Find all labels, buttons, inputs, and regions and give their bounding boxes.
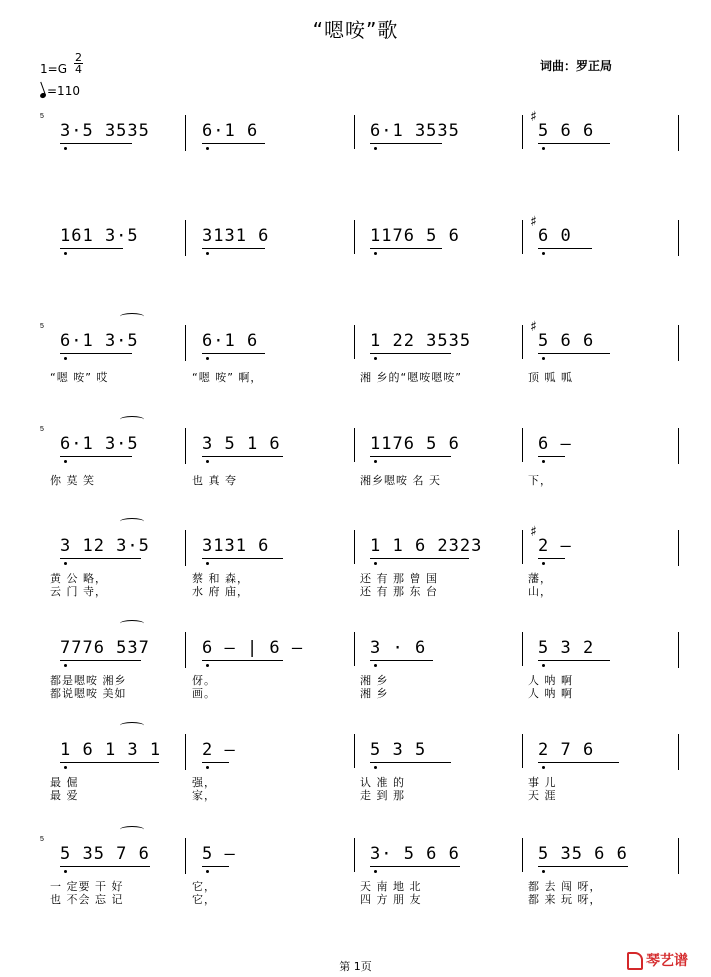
logo-icon [627, 952, 643, 970]
barline [185, 325, 186, 361]
rhythm-beam [538, 143, 610, 144]
rhythm-beam [538, 248, 592, 249]
lyric-verse-1: 认 准 的 [360, 776, 405, 789]
octave-dot [206, 766, 209, 769]
barline [678, 220, 679, 256]
barline [354, 734, 355, 768]
lyric-verse-1: 还 有 那 曾 国 [360, 572, 438, 585]
rhythm-beam [370, 456, 451, 457]
octave-dot [542, 562, 545, 565]
score-line [0, 524, 711, 600]
barline [522, 838, 523, 872]
lyric-verse-1: 伢。 [192, 674, 216, 687]
rhythm-beam [370, 248, 442, 249]
lyric-verse-1: 强， [192, 776, 216, 789]
barline [354, 325, 355, 359]
rhythm-beam [538, 353, 610, 354]
barline [678, 632, 679, 668]
grace-note: 5 [40, 426, 44, 433]
site-logo [627, 950, 688, 970]
octave-dot [206, 562, 209, 565]
rhythm-beam [202, 558, 283, 559]
barline [354, 220, 355, 254]
rhythm-beam [60, 762, 159, 763]
measure-notes: 7776 537 [60, 638, 150, 658]
tempo-marking [40, 84, 80, 98]
barline [354, 115, 355, 149]
lyric-verse-2: 水 府 庙， [192, 585, 249, 598]
octave-dot [64, 460, 67, 463]
lyric-verse-2: 人 呐 啊 [528, 687, 573, 700]
measure-notes: 5 35 6 6 [538, 844, 628, 864]
sharp-sign: ♯ [530, 214, 537, 230]
barline [185, 220, 186, 256]
measure-notes: 2 7 6 [538, 740, 595, 760]
measure-notes: 5 3 5 [370, 740, 427, 760]
logo-text: 琴艺谱 [646, 953, 688, 969]
octave-dot [64, 357, 67, 360]
slur-mark [120, 722, 144, 729]
slur-mark [120, 518, 144, 525]
octave-dot [206, 664, 209, 667]
barline [678, 325, 679, 361]
octave-dot [64, 147, 67, 150]
rhythm-beam [60, 248, 123, 249]
lyric-verse-1: “嗯 咹” 哎 [50, 371, 109, 384]
barline [185, 838, 186, 874]
lyric-verse-1: 也 真 夸 [192, 474, 237, 487]
measure-notes: 3 12 3·5 [60, 536, 150, 556]
rhythm-beam [538, 660, 610, 661]
slur-mark [120, 416, 144, 423]
measure-notes: 3· 5 6 6 [370, 844, 460, 864]
rhythm-beam [60, 353, 132, 354]
lyric-verse-1: 下， [528, 474, 552, 487]
octave-dot [206, 870, 209, 873]
lyric-verse-2: 也 不会 忘 记 [50, 893, 124, 906]
barline [522, 632, 523, 666]
page-number: 第 1页 [339, 960, 372, 973]
lyric-verse-2: 云 门 寺， [50, 585, 107, 598]
lyric-verse-2: 最 爱 [50, 789, 79, 802]
octave-dot [64, 252, 67, 255]
octave-dot [64, 766, 67, 769]
rhythm-beam [370, 353, 451, 354]
grace-note: 5 [40, 323, 44, 330]
barline [522, 115, 523, 149]
score-line [0, 319, 711, 395]
barline [522, 428, 523, 462]
octave-dot [206, 357, 209, 360]
tempo-value: =110 [47, 84, 80, 98]
lyric-verse-1: 天 南 地 北 [360, 880, 422, 893]
measure-notes: 6 0 [538, 226, 572, 246]
rhythm-beam [60, 456, 132, 457]
lyric-verse-2: 湘 乡 [360, 687, 389, 700]
lyric-verse-1: 你 莫 笑 [50, 474, 95, 487]
rhythm-beam [202, 660, 283, 661]
score-line [0, 632, 711, 702]
measure-notes: 3·5 3535 [60, 121, 150, 141]
lyric-verse-2: 走 到 那 [360, 789, 405, 802]
barline [678, 838, 679, 874]
measure-notes: 1176 5 6 [370, 434, 460, 454]
octave-dot [542, 664, 545, 667]
rhythm-beam [370, 762, 451, 763]
lyric-verse-1: 湘 乡 [360, 674, 389, 687]
rhythm-beam [60, 558, 141, 559]
measure-notes: 6·1 3·5 [60, 331, 139, 351]
measure-notes: 5 6 6 [538, 331, 595, 351]
octave-dot [542, 252, 545, 255]
slur-mark [120, 826, 144, 833]
quarter-note-icon [39, 92, 46, 99]
barline [354, 530, 355, 564]
measure-notes: 3 · 6 [370, 638, 427, 658]
score-line [0, 428, 711, 498]
sharp-sign: ♯ [530, 524, 537, 540]
measure-notes: 3 5 1 6 [202, 434, 281, 454]
sharp-sign: ♯ [530, 109, 537, 125]
grace-note: 5 [40, 836, 44, 843]
lyric-verse-1: 藩， [528, 572, 552, 585]
rhythm-beam [370, 866, 460, 867]
lyric-verse-1: 蔡 和 森， [192, 572, 249, 585]
composer-credit: 词曲：罗正局 [540, 59, 613, 73]
octave-dot [206, 252, 209, 255]
rhythm-beam [202, 248, 265, 249]
lyric-verse-2: 它， [192, 893, 216, 906]
octave-dot [64, 870, 67, 873]
slur-mark [120, 620, 144, 627]
lyric-verse-1: 都 去 闯 呀， [528, 880, 602, 893]
measure-notes: 6·1 3535 [370, 121, 460, 141]
octave-dot [542, 870, 545, 873]
measure-notes: 1 1 6 2323 [370, 536, 483, 556]
octave-dot [374, 870, 377, 873]
octave-dot [206, 460, 209, 463]
barline [185, 632, 186, 668]
grace-note: 5 [40, 113, 44, 120]
rhythm-beam [60, 143, 132, 144]
lyric-verse-1: 人 呐 啊 [528, 674, 573, 687]
barline [678, 428, 679, 464]
lyric-verse-2: 画。 [192, 687, 216, 700]
octave-dot [64, 664, 67, 667]
measure-notes: 6·1 3·5 [60, 434, 139, 454]
rhythm-beam [538, 558, 565, 559]
lyric-verse-2: 还 有 那 东 台 [360, 585, 438, 598]
measure-notes: 2 – [202, 740, 236, 760]
rhythm-beam [60, 866, 150, 867]
measure-notes: 1176 5 6 [370, 226, 460, 246]
lyric-verse-1: 湘 乡的“嗯咹嗯咹” [360, 371, 462, 384]
barline [185, 530, 186, 566]
measure-notes: 6 – [538, 434, 572, 454]
barline [522, 220, 523, 254]
barline [522, 734, 523, 768]
score-line [0, 109, 711, 185]
octave-dot [374, 147, 377, 150]
lyric-verse-2: 都说嗯咹 美如 [50, 687, 127, 700]
measure-notes: 6·1 6 [202, 331, 259, 351]
barline [522, 530, 523, 564]
barline [678, 734, 679, 770]
barline [354, 838, 355, 872]
barline [678, 115, 679, 151]
barline [185, 734, 186, 770]
measure-notes: 6·1 6 [202, 121, 259, 141]
lyric-verse-1: “嗯 咹” 啊， [192, 371, 263, 384]
time-signature [74, 52, 83, 75]
octave-dot [542, 766, 545, 769]
rhythm-beam [60, 660, 141, 661]
octave-dot [542, 357, 545, 360]
measure-notes: 1 6 1 3 1 [60, 740, 162, 760]
octave-dot [374, 460, 377, 463]
barline [185, 115, 186, 151]
measure-notes: 5 35 7 6 [60, 844, 150, 864]
rhythm-beam [538, 456, 565, 457]
rhythm-beam [370, 143, 442, 144]
song-title: “嗯咹”歌 [312, 18, 399, 42]
lyric-verse-1: 最 倔 [50, 776, 79, 789]
barline [354, 632, 355, 666]
lyric-verse-1: 湘乡嗯咹 名 天 [360, 474, 441, 487]
sharp-sign: ♯ [530, 319, 537, 335]
rhythm-beam [202, 762, 229, 763]
lyric-verse-1: 事 儿 [528, 776, 557, 789]
lyric-verse-1: 都是嗯咹 湘乡 [50, 674, 127, 687]
time-signature-denominator: 4 [75, 63, 82, 76]
rhythm-beam [202, 456, 283, 457]
octave-dot [64, 562, 67, 565]
measure-notes: 6 – | 6 – [202, 638, 304, 658]
octave-dot [374, 766, 377, 769]
lyric-verse-2: 都 来 玩 呀， [528, 893, 602, 906]
measure-notes: 5 – [202, 844, 236, 864]
lyric-verse-1: 一 定要 干 好 [50, 880, 124, 893]
rhythm-beam [538, 866, 628, 867]
lyric-verse-2: 山， [528, 585, 552, 598]
rhythm-beam [202, 353, 265, 354]
measure-notes: 5 6 6 [538, 121, 595, 141]
octave-dot [374, 664, 377, 667]
measure-notes: 1 22 3535 [370, 331, 472, 351]
lyric-verse-1: 它， [192, 880, 216, 893]
time-signature-numerator: 2 [75, 51, 82, 64]
lyric-verse-2: 四 方 朋 友 [360, 893, 422, 906]
octave-dot [542, 147, 545, 150]
rhythm-beam [370, 660, 433, 661]
measure-notes: 3131 6 [202, 226, 270, 246]
octave-dot [374, 357, 377, 360]
rhythm-beam [202, 866, 229, 867]
barline [678, 530, 679, 566]
measure-notes: 161 3·5 [60, 226, 139, 246]
lyric-verse-1: 顶 呱 呱 [528, 371, 573, 384]
score-line [0, 838, 711, 908]
measure-notes: 3131 6 [202, 536, 270, 556]
octave-dot [374, 562, 377, 565]
rhythm-beam [202, 143, 265, 144]
score-line [0, 734, 711, 804]
octave-dot [206, 147, 209, 150]
measure-notes: 2 – [538, 536, 572, 556]
octave-dot [374, 252, 377, 255]
score-line [0, 214, 711, 290]
barline [522, 325, 523, 359]
rhythm-beam [370, 558, 469, 559]
rhythm-beam [538, 762, 619, 763]
key-signature: 1=G [40, 62, 67, 76]
barline [354, 428, 355, 462]
octave-dot [542, 460, 545, 463]
measure-notes: 5 3 2 [538, 638, 595, 658]
barline [185, 428, 186, 464]
lyric-verse-2: 天 涯 [528, 789, 557, 802]
lyric-verse-2: 家， [192, 789, 216, 802]
lyric-verse-1: 黄 公 略， [50, 572, 107, 585]
slur-mark [120, 313, 144, 320]
